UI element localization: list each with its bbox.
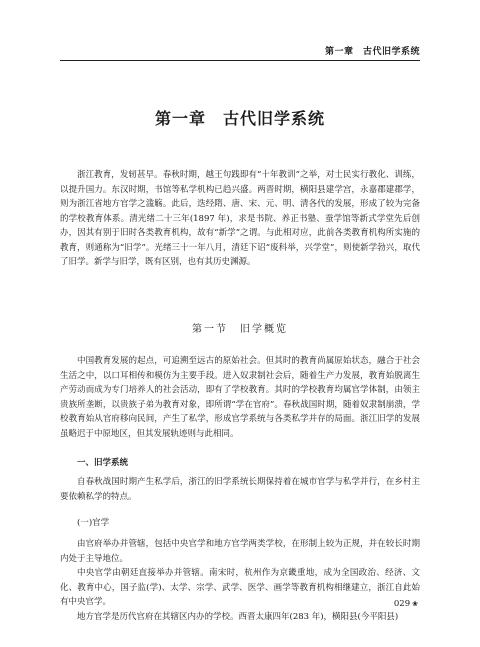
page-number — [394, 599, 418, 609]
running-header: 第一章 古代旧学系统 — [324, 47, 420, 57]
paragraph: 由官府举办并管辖，包括中央官学和地方官学两类学校，在形制上较为正规，并在较长时期内处于主导地位。 — [60, 539, 420, 564]
subheading-level2: (一)官学 — [77, 518, 110, 528]
header-rule — [60, 60, 420, 61]
paragraph: 中国教育发展的起点，可追溯至远古的原始社会。但其时的教育尚属原始状态，融合于社会生活之中，以口耳相传和模仿为主要手段。进入奴隶制社会后，随着生产力发展，教育始脱离生产劳动而成为专门培养人的社会活动，即有了学校教育。其时的学校教育均属官学体制，由领主贵族所垄断，以贵族子弟为教育对象，即所谓“学在官府”。春秋战国时期，随着奴隶制崩溃，学校教育始从官府移向民间，产生了私学，形成官学系统与各类私学并存的局面。浙江旧学的发展虽略迟于中原地区，但其发展轨迹则与此相同。 — [60, 356, 420, 439]
flower-ornament-icon: ❀ — [412, 600, 418, 608]
section-title: 第一节 旧学概览 — [192, 324, 288, 335]
subsection-text — [60, 475, 420, 504]
subheading-level1: 一、旧学系统 — [77, 458, 129, 468]
section-text — [60, 354, 420, 441]
paragraph: 中央官学由朝廷直接举办并管辖。南宋时，杭州作为京畿重地，成为全国政治、经济、文化、教育中心，国子监(学)、太学、宗学、武学、医学、画学等教育机构相继建立，浙江自此始有中央官学。 — [60, 568, 420, 607]
paragraph: 地方官学是历代官府在其辖区内办的学校。西晋太康四年(283 年)，横阳县(今平阳县) — [77, 611, 399, 622]
official-school-text — [60, 537, 420, 624]
paragraph: 浙江教育，发轫甚早。春秋时期，越王句践即有“十年教训”之举，对士民实行教化、训练，以提升国力。东汉时期，书馆等私学机构已趋兴盛。两晋时期，横阳县建学宫，永嘉郡建郡学，则为浙江省地方官学之滥觞。此后，迭经隋、唐、宋、元、明、清各代的发展，形成了较为完备的学校教育体系。清光绪二十三年(1897 年)，求是书院、养正书塾、蚕学馆等新式学堂先后创办，因其有别于旧时各类教育机构，故有“新学”之谓。与此相对应，此前各类教育机构所实施的教育，则通称为“旧学”。光绪三十一年八月，清廷下诏“废科举，兴学堂”，则使新学勃兴，取代了旧学。新学与旧学，既有区别，也有其历史渊源。 — [60, 170, 420, 267]
chapter-title: 第一章 古代旧学系统 — [154, 109, 325, 128]
paragraph: 自春秋战国时期产生私学后，浙江的旧学系统长期保持着在城市官学与私学并行，在乡村主要依赖私学的特点。 — [60, 477, 420, 502]
intro-text — [60, 168, 420, 270]
page-number-text: 029 — [393, 599, 411, 609]
